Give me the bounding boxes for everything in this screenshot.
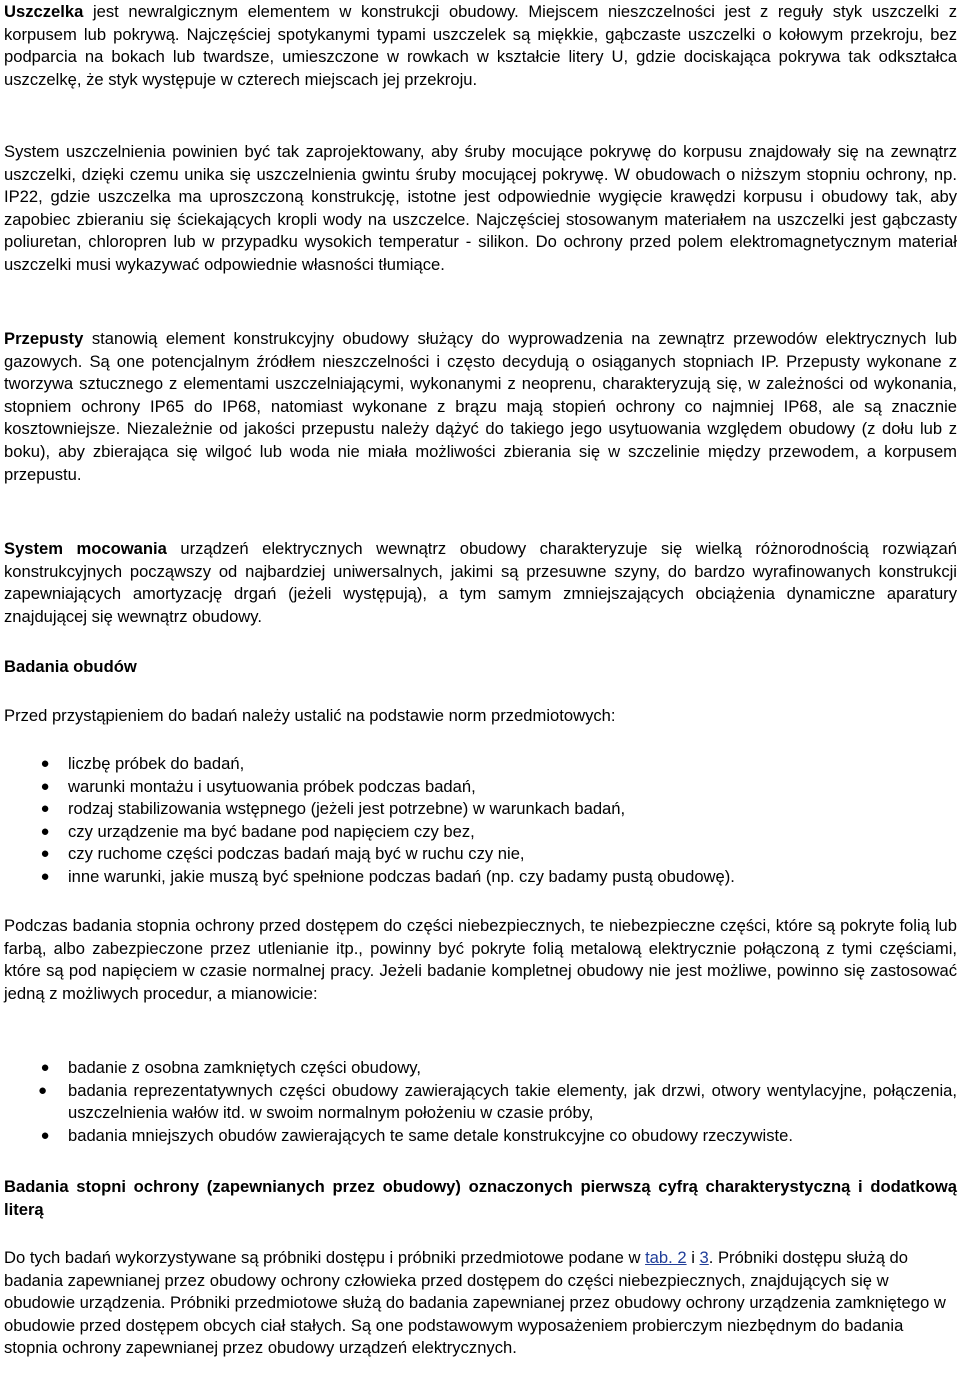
bullet-icon: ●	[40, 1126, 50, 1144]
term-glands: Przepusty	[4, 329, 84, 348]
list-item-text: rodzaj stabilizowania wstępnego (jeżeli jest potrzebne) w warunkach badań,	[68, 799, 626, 819]
list-item-text: liczbę próbek do badań,	[68, 754, 245, 773]
list-item-text: badanie z osobna zamkniętych części obudowy,	[68, 1058, 421, 1077]
link-table-3[interactable]: 3	[699, 1248, 709, 1267]
paragraph-probes-text-a: Do tych badań wykorzystywane są próbniki dostępu i próbniki przedmiotowe podane w	[4, 1248, 646, 1267]
list-item-text: badania mniejszych obudów zawierających te same detale konstrukcyjne co obudowy rzeczywiste.	[68, 1125, 793, 1145]
link-table-2[interactable]: tab. 2	[645, 1248, 687, 1267]
term-gasket: Uszczelka	[4, 2, 84, 21]
list-item	[4, 843, 957, 866]
paragraph-probes	[4, 1247, 957, 1360]
paragraph-gasket	[4, 1, 957, 91]
paragraph-sealing-system-text: System uszczelnienia powinien być tak zaprojektowany, aby śruby mocujące pokrywę do korpusu znajdowały się na zewnątrz uszczelki, dzięki czemu unika się uszczelnienia gwintu śruby mocującej pokrywę. W obudowach o niższym stopniu ochrony, np. IP22, gdzie uszczelka ma uproszczoną konstrukcję, istotne jest odpowiednie wygięcie krawędzi korpusu i obudowy tak, aby zapobiec zbieraniu się ściekających kropli wody na uszczelce. Najczęściej stosowanym materiałem na uszczelki jest gąbczasty poliuretan, chloropren lub w przypadku wysokich temperatur - silikon. Do ochrony przed polem elektromagnetycznym materiał uszczelki musi wykazywać odpowiednie własności tłumiące.	[4, 142, 957, 274]
bullet-icon: ●	[40, 822, 50, 840]
list-item-text: czy urządzenie ma być badane pod napięciem czy bez,	[68, 821, 475, 841]
list-procedures	[4, 1057, 957, 1147]
paragraph-gasket-text: jest newralgicznym elementem w konstrukcji obudowy. Miejscem nieszczelności jest z reguły styk uszczelki z korpusem lub pokrywą. Najczęściej spotykanymi typami uszczelek są miękkie, gąbczaste uszczelki o kołowym przekroju, bez podparcia na bokach lub twardsze, umieszczone w rowkach w kształcie litery U, gdzie dociskająca pokrywa tak odkształca uszczelkę, że styk występuje w czterech miejscach jej przekroju.	[4, 2, 957, 89]
list-item	[4, 1125, 957, 1148]
list-item	[4, 821, 957, 844]
bullet-icon: ●	[40, 845, 50, 863]
paragraph-sealing-system	[4, 141, 957, 277]
list-item-text: badania reprezentatywnych części obudowy zawierających takie elementy, jak drzwi, otwory wentylacyjne, połączenia, uszczelnienia wałów itd. w swoim normalnym położeniu w czasie próby,	[68, 1080, 957, 1123]
term-mounting-system: System mocowania	[4, 539, 167, 558]
paragraph-before-tests-text: Przed przystąpieniem do badań należy ustalić na podstawie norm przedmiotowych:	[4, 706, 616, 725]
paragraph-mounting-system	[4, 538, 957, 628]
paragraph-before-tests	[4, 705, 957, 728]
list-item	[4, 753, 957, 776]
bullet-icon: ●	[40, 1059, 50, 1076]
list-item	[4, 798, 957, 821]
paragraph-hazardous-parts-text: Podczas badania stopnia ochrony przed dostępem do części niebezpiecznych, te niebezpieczne części, które są pokryte folią lub farbą, albo zabezpieczone przez utlenianie itp., powinny być pokryte folią metalową elektrycznie połączoną z tymi częściami, które są pod napięciem w czasie normalnej pracy. Jeżeli badanie kompletnej obudowy nie jest możliwe, powinno się zastosować jedną z możliwych procedur, a mianowicie:	[4, 916, 957, 1003]
paragraph-probes-text-b: i	[686, 1248, 700, 1267]
bullet-icon: ●	[38, 1081, 48, 1099]
list-item-text: inne warunki, jakie muszą być spełnione podczas badań (np. czy badamy pustą obudowę).	[68, 866, 735, 886]
bullet-icon: ●	[40, 800, 50, 818]
list-item-text: warunki montażu i usytuowania próbek podczas badań,	[68, 776, 476, 796]
list-item	[4, 776, 957, 799]
bullet-icon: ●	[40, 777, 50, 795]
paragraph-mounting-system-text: urządzeń elektrycznych wewnątrz obudowy charakteryzuje się wielką różnorodnością rozwiązań konstrukcyjnych począwszy od najbardziej uniwersalnych, jakimi są przesuwne szyny, do bardzo wyrafinowanych konstrukcji zapewniających amortyzację drgań (jeżeli występują), a tym samym zmniejszających obciążenia dynamiczne aparatury znajdującej się wewnątrz obudowy.	[4, 539, 957, 626]
list-item	[4, 866, 957, 889]
list-item	[4, 1057, 957, 1080]
bullet-icon: ●	[40, 755, 50, 772]
bullet-icon: ●	[40, 867, 50, 885]
paragraph-glands-text: stanowią element konstrukcyjny obudowy służący do wyprowadzenia na zewnątrz przewodów elektrycznych lub gazowych. Są one potencjalnym źródłem nieszczelności i często decydują o osiąganych stopniach IP. Przepusty wykonane z tworzywa sztucznego z elementami uszczelniającymi, wykonanymi z neoprenu, charakteryzują się, w zależności od wykonania, stopniem ochrony IP65 do IP68, natomiast wykonane z brązu mają stopień ochrony co najmniej IP68, ale są znacznie kosztowniejsze. Niezależnie od jakości przepustu należy dążyć do takiego jego usytuowania względem obudowy (z dołu lub z boku), aby zbierająca się wilgoć lub woda nie miała możliwości zbierania się w szczelinie między przewodem, a korpusem przepustu.	[4, 329, 957, 484]
heading-protection-tests: Badania stopni ochrony (zapewnianych przez obudowy) oznaczonych pierwszą cyfrą charakterystyczną i dodatkową literą	[4, 1177, 957, 1219]
list-item	[4, 1080, 957, 1125]
paragraph-probes-text-c: . Próbniki dostępu służą do badania zapewnianej przez obudowy ochrony człowieka przed dostępem do części niebezpiecznych, znajdujących się w obudowie urządzenia. Próbniki przedmiotowe służą do badania zapewnianej przez obudowy ochrony urządzenia zamkniętego w obudowie przed dostępem obcych ciał stałych. Są one podstawowym wyposażeniem probierczym niezbędnym do badania stopnia ochrony zapewnianej przez obudowy urządzeń elektrycznych.	[4, 1248, 946, 1358]
paragraph-glands	[4, 328, 957, 486]
list-test-conditions	[4, 753, 957, 889]
heading-enclosure-tests: Badania obudów	[4, 657, 137, 676]
paragraph-hazardous-parts	[4, 915, 957, 1005]
list-item-text: czy ruchome części podczas badań mają być w ruchu czy nie,	[68, 844, 525, 864]
